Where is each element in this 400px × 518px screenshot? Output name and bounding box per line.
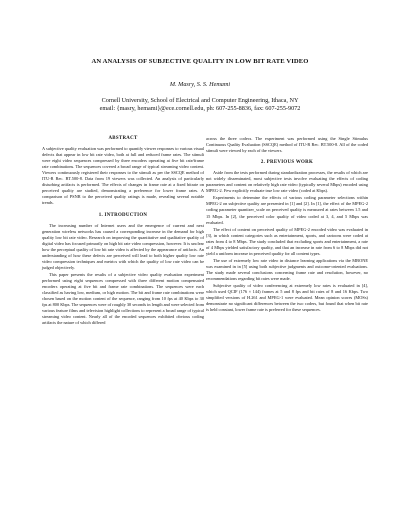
abstract-heading: ABSTRACT: [108, 136, 138, 141]
abstract-text: A subjective quality evaluation was performed to quantify viewer responses to various visual defects that appear in low bit rate video, both at full and reduced frame rates. The stimuli were eight video sequences compressed by three encoders operating at five bit rate/frame rate combinations. The sequences covered a broad range of typical streaming video content. Viewers continuously registered their responses to the stimuli as per the SSCQE method of ITU-R Rec. BT.500-8. Data from 19 viewers was collected. An analysis of particularly disturbing artifacts is performed. The effects of changes in frame rate at a fixed bitrate on perceived quality are studied, demonstrating a preference for lower frame rates. A comparison of PSNR to the perceived quality ratings is made, revealing several notable trends.: [42, 146, 204, 206]
previous-work-paragraph: Experiments to determine the effects of various coding parameter selections within MPEG-2 on subjective quality are presented in [1] and [2]. In [1], the effect of the MPEG-2 coding parameter quantizer_scale on perceived quality is measured at rates between 1.5 and 15 Mbps. In [2], the perceived color quality of video coded at 3, 4, and 5 Mbps was evaluated.: [206, 195, 368, 225]
introduction-paragraph: This paper presents the results of a subjective video quality evaluation experiment performed using eight sequences compressed with three different motion compensated encoders operating at five bit and frame rate combinations. The sequences were each classified as having low, medium, or high motion. The bit and frame rate combinations were chosen based on the motion content of the sequence, ranging from 10 fps at 40 Kbps to 30 fps at 800 Kbps. The sequences were of roughly 30 seconds in length and were selected from various feature films and television highlight collections to represent a broad range of typical streaming video content. Nearly all of the encoded sequences exhibited obvious coding artifacts the nature of which differed: [42, 271, 204, 326]
introduction-paragraph: The increasing number of Internet users and the emergence of current and next generation wireless networks has caused a corresponding increase in the demand for high quality low bit rate video. Research on improving the quantitative and qualitative quality of digital video has focused primarily on high bit rate video compression, however. It is unclear how the perceptual quality of low bit rate video is affected by the appearance of artifacts. An understanding of how these defects are perceived will lead to both higher quality low rate video compression techniques and metrics with which the quality of low rate video can be judged objectively.: [42, 222, 204, 270]
left-column: [42, 136, 204, 327]
previous-work-paragraph: The use of extremely low rate video in distance learning applications via the MBONE was examined in in [5] using both subjective judgments and outcome-oriented evaluations. The study made several conclusions concerning frame rate and resolution, however, no recommendations regarding bit rates were made.: [206, 257, 368, 281]
introduction-heading: 1. INTRODUCTION: [98, 212, 148, 218]
previous-work-paragraph: The effect of content on perceived quality of MPEG-2 encoded video was evaluated in [3], in which content categories such as entertainment, sports, and cartoons were coded at rates from 4 to 8 Mbps. The study concluded that excluding sports and entertainment, a rate of 4 Mbps yielded satisfactory quality, and that an increase in rate from 6 to 8 Mbps did not yield a uniform increase in perceived quality for all content types.: [206, 226, 368, 256]
paper-authors: M. Masry, S. S. Hemami: [169, 81, 231, 88]
previous-work-heading: 2. PREVIOUS WORK: [260, 160, 314, 166]
contact-info: email: {masry, hemami}@ece.cornell.edu, ph: 607-255-8836, fax: 607-255-9072: [99, 105, 301, 113]
author-affiliation-block: [30, 97, 370, 113]
previous-work-paragraph: Aside from the tests performed during standardization processes, the results of which are not widely disseminated, most subjective tests involve evaluating the effects of coding parameters and content on relatively high rate video (typically several Mbps) encoded using MPEG-2. Few explicitly evaluate true low rate video (coded at Kbps).: [206, 170, 368, 194]
right-column: [206, 136, 368, 314]
affiliation: Cornell University, School of Electrical and Computer Engineering, Ithaca, NY: [101, 97, 299, 104]
previous-work-paragraph: Subjective quality of video conferencing at extremely low rates is evaluated in [4], which used QCIF (176 × 144) frames at 5 and 8 fps and bit rates of 8 and 16 Kbps. Two simplified versions of H.261 and MPEG-1 were evaluated. Mean opinion scores (MOSs) demonstrate no significant differences between the two coders, but found that when bit rate is held constant, lower frame rate is preferred for these sequences.: [206, 283, 368, 313]
introduction-continuation: across the three codecs. The experiment was performed using the Single Stimulus Continuous Quality Evaluation (SSCQE) method of ITU-R Rec. BT.500-8. All of the coded stimuli were viewed by each of the viewers.: [206, 136, 368, 154]
paper-title: AN ANALYSIS OF SUBJECTIVE QUALITY IN LOW BIT RATE VIDEO: [91, 58, 309, 65]
